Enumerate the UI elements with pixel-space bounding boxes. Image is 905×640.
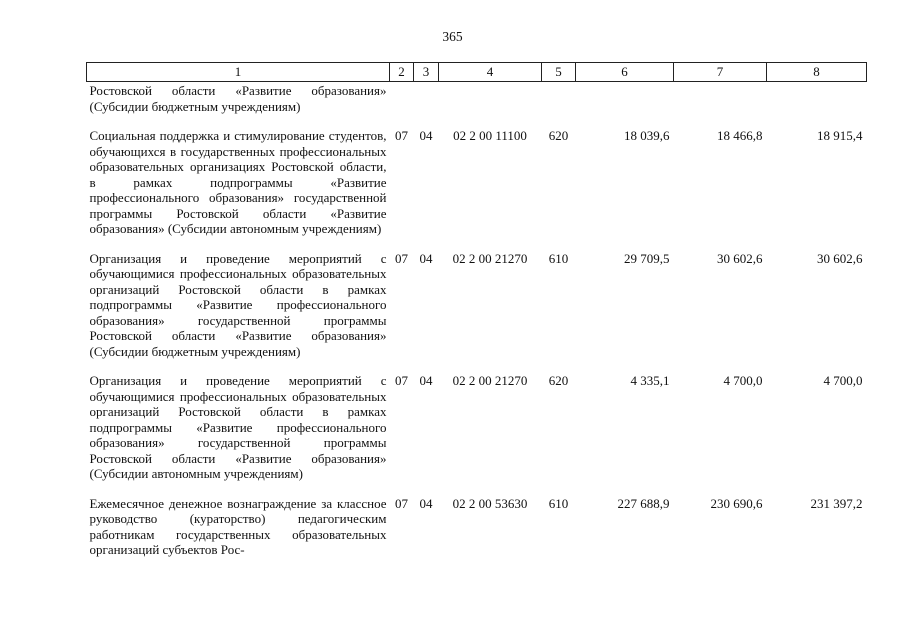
- row-description: Социальная поддержка и стимулирование студентов, обучающихся в государственных профессиональных образовательных организациях Ростовской области, в рамках подпрограммы «Развитие профессионального образования» государственной программы Ростовской области «Развитие образования» (Субсидии автономным учреждениям): [89, 128, 387, 236]
- row-expense-type: 620: [548, 373, 569, 388]
- column-header-7: 7: [674, 63, 767, 82]
- row-amount-col8: 231 397,2: [810, 495, 863, 511]
- row-section: 07: [395, 128, 408, 143]
- row-subsection: 04: [419, 128, 433, 143]
- row-expense-type: [542, 82, 576, 127]
- row-amount-col7: 18 466,8: [717, 128, 763, 143]
- row-subsection: 04: [419, 495, 433, 511]
- row-amount-col8: 18 915,4: [817, 128, 863, 143]
- row-amount-col7: [674, 82, 767, 127]
- row-description: Организация и проведение мероприятий с обучающимися профессиональных образовательных организаций Ростовской области в рамках подпрограммы «Развитие профессионального образования» государственной программы Ростовской области «Развитие образования» (Субсидии бюджетным учреждениям): [89, 250, 387, 359]
- row-section: 07: [395, 373, 408, 388]
- column-header-2: 2: [390, 63, 414, 82]
- row-target-article: 02 2 00 53630: [452, 495, 528, 511]
- column-header-4: 4: [439, 63, 542, 82]
- row-expense-type: 620: [548, 128, 569, 143]
- row-description: Ростовской области «Развитие образования» (Субсидии бюджетным учреждениям): [89, 83, 387, 114]
- row-section: 07: [395, 495, 408, 511]
- row-amount-col6: [576, 82, 674, 127]
- header-row: [87, 63, 867, 82]
- row-target-article: [439, 82, 542, 127]
- row-section: [390, 82, 414, 127]
- row-subsection: [414, 82, 439, 127]
- column-header-3: 3: [414, 63, 439, 82]
- row-description: Организация и проведение мероприятий с обучающимися профессиональных образовательных организаций Ростовской области в рамках подпрограммы «Развитие профессионального образования» государственной программы Ростовской области «Развитие образования» (Субсидии автономным учреждениям): [89, 373, 387, 481]
- row-expense-type: 610: [548, 495, 569, 511]
- row-amount-col6: 227 688,9: [617, 495, 670, 511]
- row-subsection: 04: [419, 250, 433, 266]
- row-description: Ежемесячное денежное вознаграждение за классное руководство (кураторство) педагогическим работникам государственных образовательных организаций субъектов Рос-: [89, 495, 387, 557]
- column-header-1: 1: [87, 63, 390, 82]
- row-amount-col8: 4 700,0: [823, 373, 863, 388]
- budget-table: [86, 62, 867, 570]
- row-amount-col8: 30 602,6: [817, 250, 863, 266]
- row-amount-col7: 4 700,0: [723, 373, 763, 388]
- row-target-article: 02 2 00 21270: [452, 250, 528, 266]
- row-expense-type: 610: [548, 250, 569, 266]
- column-header-8: 8: [767, 63, 867, 82]
- column-header-5: 5: [542, 63, 576, 82]
- column-header-6: 6: [576, 63, 674, 82]
- row-amount-col6: 18 039,6: [624, 128, 670, 143]
- row-target-article: 02 2 00 21270: [452, 373, 528, 388]
- table-row: [87, 371, 867, 494]
- table-row: [87, 494, 867, 570]
- row-amount-col7: 230 690,6: [710, 495, 763, 511]
- row-subsection: 04: [419, 373, 433, 388]
- table-row: [87, 82, 867, 127]
- row-amount-col6: 29 709,5: [624, 250, 670, 266]
- row-amount-col6: 4 335,1: [630, 373, 670, 388]
- table-row: [87, 126, 867, 249]
- row-target-article: 02 2 00 11100: [453, 128, 527, 143]
- page-number: 365: [442, 29, 463, 44]
- row-amount-col7: 30 602,6: [717, 250, 763, 266]
- row-amount-col8: [767, 82, 867, 127]
- table-row: [87, 249, 867, 372]
- row-section: 07: [395, 250, 408, 266]
